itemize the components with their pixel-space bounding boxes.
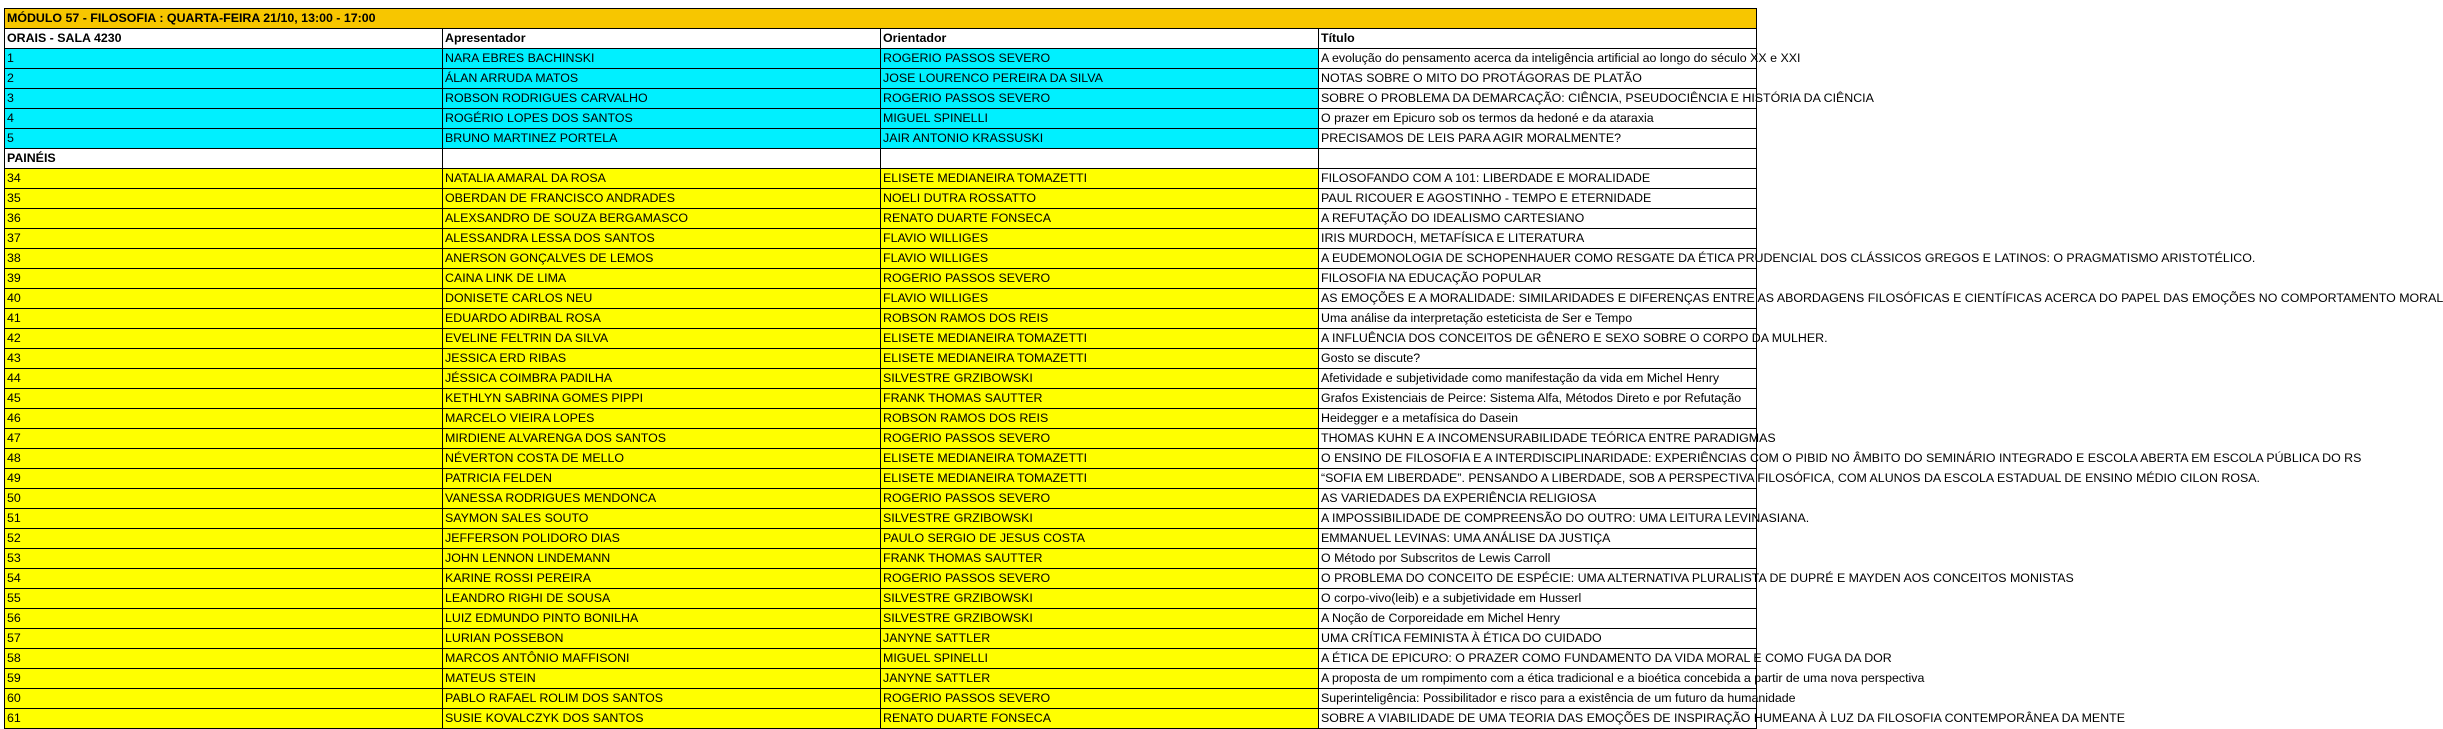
- cell-presenter[interactable]: ALESSANDRA LESSA DOS SANTOS: [443, 229, 881, 249]
- cell-advisor[interactable]: ROGERIO PASSOS SEVERO: [881, 489, 1319, 509]
- module-title-row: [5, 9, 1757, 29]
- table-row: [5, 589, 1757, 609]
- table-row: [5, 449, 1757, 469]
- cell-presenter[interactable]: PABLO RAFAEL ROLIM DOS SANTOS: [443, 689, 881, 709]
- table-row: [5, 209, 1757, 229]
- cell-advisor[interactable]: ELISETE MEDIANEIRA TOMAZETTI: [881, 329, 1319, 349]
- cell-title[interactable]: O PROBLEMA DO CONCEITO DE ESPÉCIE: UMA ALTERNATIVA PLURALISTA DE DUPRÉ E MAYDEN AOS CONCEITOS MONISTAS: [1319, 569, 1757, 589]
- cell-presenter[interactable]: JESSICA ERD RIBAS: [443, 349, 881, 369]
- cell-number[interactable]: 40: [5, 289, 443, 309]
- cell-advisor[interactable]: ROGERIO PASSOS SEVERO: [881, 429, 1319, 449]
- cell-presenter[interactable]: NARA EBRES BACHINSKI: [443, 49, 881, 69]
- cell-advisor[interactable]: ROBSON RAMOS DOS REIS: [881, 409, 1319, 429]
- cell-number[interactable]: 39: [5, 269, 443, 289]
- table-row: [5, 669, 1757, 689]
- cell-presenter[interactable]: SUSIE KOVALCZYK DOS SANTOS: [443, 709, 881, 729]
- table-row: [5, 409, 1757, 429]
- cell-presenter[interactable]: MARCELO VIEIRA LOPES: [443, 409, 881, 429]
- table-row: [5, 109, 1757, 129]
- cell-number[interactable]: 55: [5, 589, 443, 609]
- cell-title[interactable]: AS VARIEDADES DA EXPERIÊNCIA RELIGIOSA: [1319, 489, 1757, 509]
- cell-number[interactable]: 53: [5, 549, 443, 569]
- cell-number[interactable]: 52: [5, 529, 443, 549]
- cell-advisor[interactable]: FLAVIO WILLIGES: [881, 249, 1319, 269]
- cell-title[interactable]: FILOSOFANDO COM A 101: LIBERDADE E MORALIDADE: [1319, 169, 1757, 189]
- cell-number[interactable]: 46: [5, 409, 443, 429]
- cell-advisor[interactable]: JOSE LOURENCO PEREIRA DA SILVA: [881, 69, 1319, 89]
- header-row: [5, 29, 1757, 49]
- cell-advisor[interactable]: ROGERIO PASSOS SEVERO: [881, 49, 1319, 69]
- cell-title[interactable]: O corpo-vivo(leib) e a subjetividade em Husserl: [1319, 589, 1757, 609]
- cell-presenter[interactable]: MARCOS ANTÔNIO MAFFISONI: [443, 649, 881, 669]
- cell-presenter[interactable]: ROGÉRIO LOPES DOS SANTOS: [443, 109, 881, 129]
- table-row: [5, 629, 1757, 649]
- cell-advisor[interactable]: ELISETE MEDIANEIRA TOMAZETTI: [881, 169, 1319, 189]
- table-row: [5, 509, 1757, 529]
- cell-number[interactable]: 49: [5, 469, 443, 489]
- cell-number[interactable]: 5: [5, 129, 443, 149]
- cell-title[interactable]: Superinteligência: Possibilitador e risco para a existência de um futuro da humanidade: [1319, 689, 1757, 709]
- cell-title[interactable]: IRIS MURDOCH, METAFÍSICA E LITERATURA: [1319, 229, 1757, 249]
- cell-number[interactable]: 4: [5, 109, 443, 129]
- cell-advisor[interactable]: ROBSON RAMOS DOS REIS: [881, 309, 1319, 329]
- cell-number[interactable]: 44: [5, 369, 443, 389]
- table-row: [5, 189, 1757, 209]
- header-title[interactable]: Título: [1319, 29, 1757, 49]
- cell-title[interactable]: O Método por Subscritos de Lewis Carroll: [1319, 549, 1757, 569]
- cell-number[interactable]: 50: [5, 489, 443, 509]
- cell-presenter[interactable]: JOHN LENNON LINDEMANN: [443, 549, 881, 569]
- cell-title[interactable]: THOMAS KUHN E A INCOMENSURABILIDADE TEÓRICA ENTRE PARADIGMAS: [1319, 429, 1757, 449]
- schedule-table-body: [5, 9, 2443, 729]
- cell-number[interactable]: 56: [5, 609, 443, 629]
- table-row: [5, 689, 1757, 709]
- cell-advisor[interactable]: ELISETE MEDIANEIRA TOMAZETTI: [881, 349, 1319, 369]
- cell-advisor[interactable]: ROGERIO PASSOS SEVERO: [881, 89, 1319, 109]
- cell-presenter[interactable]: NÉVERTON COSTA DE MELLO: [443, 449, 881, 469]
- schedule-sheet: [4, 8, 2443, 729]
- cell-presenter[interactable]: EDUARDO ADIRBAL ROSA: [443, 309, 881, 329]
- cell-number[interactable]: 38: [5, 249, 443, 269]
- cell-title[interactable]: SOBRE A VIABILIDADE DE UMA TEORIA DAS EMOÇÕES DE INSPIRAÇÃO HUMEANA À LUZ DA FILOSOFIA CONTEMPORÂNEA DA MENTE: [1319, 709, 1757, 729]
- cell-advisor[interactable]: JANYNE SATTLER: [881, 669, 1319, 689]
- table-row: [5, 229, 1757, 249]
- table-row: [5, 529, 1757, 549]
- cell-title[interactable]: EMMANUEL LEVINAS: UMA ANÁLISE DA JUSTIÇA: [1319, 529, 1757, 549]
- cell-presenter[interactable]: JEFFERSON POLIDORO DIAS: [443, 529, 881, 549]
- table-row: [5, 289, 1757, 309]
- cell-title[interactable]: A evolução do pensamento acerca da inteligência artificial ao longo do século XX e XXI: [1319, 49, 1757, 69]
- cell-number[interactable]: 57: [5, 629, 443, 649]
- empty-cell[interactable]: [881, 149, 1319, 169]
- cell-presenter[interactable]: LEANDRO RIGHI DE SOUSA: [443, 589, 881, 609]
- cell-advisor[interactable]: NOELI DUTRA ROSSATTO: [881, 189, 1319, 209]
- cell-presenter[interactable]: ANERSON GONÇALVES DE LEMOS: [443, 249, 881, 269]
- cell-presenter[interactable]: PATRICIA FELDEN: [443, 469, 881, 489]
- cell-advisor[interactable]: ELISETE MEDIANEIRA TOMAZETTI: [881, 449, 1319, 469]
- cell-number[interactable]: 43: [5, 349, 443, 369]
- table-row: [5, 389, 1757, 409]
- cell-title[interactable]: Uma análise da interpretação esteticista de Ser e Tempo: [1319, 309, 1757, 329]
- cell-presenter[interactable]: LURIAN POSSEBON: [443, 629, 881, 649]
- cell-presenter[interactable]: BRUNO MARTINEZ PORTELA: [443, 129, 881, 149]
- cell-advisor[interactable]: ROGERIO PASSOS SEVERO: [881, 689, 1319, 709]
- cell-title[interactable]: NOTAS SOBRE O MITO DO PROTÁGORAS DE PLATÃO: [1319, 69, 1757, 89]
- cell-number[interactable]: 48: [5, 449, 443, 469]
- table-row: [5, 49, 1757, 69]
- table-row: [5, 329, 1757, 349]
- table-row: [5, 89, 1757, 109]
- header-presenter[interactable]: Apresentador: [443, 29, 881, 49]
- cell-presenter[interactable]: EVELINE FELTRIN DA SILVA: [443, 329, 881, 349]
- cell-title[interactable]: PAUL RICOUER E AGOSTINHO - TEMPO E ETERNIDADE: [1319, 189, 1757, 209]
- cell-number[interactable]: 2: [5, 69, 443, 89]
- table-row: [5, 549, 1757, 569]
- cell-presenter[interactable]: MIRDIENE ALVARENGA DOS SANTOS: [443, 429, 881, 449]
- cell-presenter[interactable]: OBERDAN DE FRANCISCO ANDRADES: [443, 189, 881, 209]
- cell-presenter[interactable]: JÉSSICA COIMBRA PADILHA: [443, 369, 881, 389]
- module-title-cell[interactable]: MÓDULO 57 - FILOSOFIA : QUARTA-FEIRA 21/10, 13:00 - 17:00: [5, 9, 1757, 29]
- table-row: [5, 429, 1757, 449]
- cell-presenter[interactable]: ALEXSANDRO DE SOUZA BERGAMASCO: [443, 209, 881, 229]
- table-row: [5, 169, 1757, 189]
- cell-title[interactable]: SOBRE O PROBLEMA DA DEMARCAÇÃO: CIÊNCIA, PSEUDOCIÊNCIA E HISTÓRIA DA CIÊNCIA: [1319, 89, 1757, 109]
- cell-title[interactable]: PRECISAMOS DE LEIS PARA AGIR MORALMENTE?: [1319, 129, 1757, 149]
- paineis-section-row: [5, 149, 1757, 169]
- cell-presenter[interactable]: NATALIA AMARAL DA ROSA: [443, 169, 881, 189]
- table-row: [5, 369, 1757, 389]
- cell-presenter[interactable]: ÁLAN ARRUDA MATOS: [443, 69, 881, 89]
- table-row: [5, 129, 1757, 149]
- table-row: [5, 349, 1757, 369]
- cell-number[interactable]: 41: [5, 309, 443, 329]
- cell-advisor[interactable]: SILVESTRE GRZIBOWSKI: [881, 589, 1319, 609]
- cell-number[interactable]: 45: [5, 389, 443, 409]
- empty-cell[interactable]: [1319, 149, 1757, 169]
- cell-advisor[interactable]: PAULO SERGIO DE JESUS COSTA: [881, 529, 1319, 549]
- cell-number[interactable]: 35: [5, 189, 443, 209]
- cell-advisor[interactable]: FRANK THOMAS SAUTTER: [881, 549, 1319, 569]
- cell-title[interactable]: “SOFIA EM LIBERDADE”. PENSANDO A LIBERDADE, SOB A PERSPECTIVA FILOSÓFICA, COM ALUNOS DA ESCOLA ESTADUAL DE ENSINO MÉDIO CILON ROSA.: [1319, 469, 1757, 489]
- table-row: [5, 309, 1757, 329]
- table-row: [5, 69, 1757, 89]
- cell-title[interactable]: A Noção de Corporeidade em Michel Henry: [1319, 609, 1757, 629]
- cell-title[interactable]: O prazer em Epicuro sob os termos da hedoné e da ataraxia: [1319, 109, 1757, 129]
- cell-title[interactable]: Afetividade e subjetividade como manifestação da vida em Michel Henry: [1319, 369, 1757, 389]
- cell-advisor[interactable]: FLAVIO WILLIGES: [881, 229, 1319, 249]
- cell-title[interactable]: Heidegger e a metafísica do Dasein: [1319, 409, 1757, 429]
- cell-advisor[interactable]: FRANK THOMAS SAUTTER: [881, 389, 1319, 409]
- table-row: [5, 709, 1757, 729]
- cell-advisor[interactable]: ELISETE MEDIANEIRA TOMAZETTI: [881, 469, 1319, 489]
- cell-presenter[interactable]: DONISETE CARLOS NEU: [443, 289, 881, 309]
- cell-title[interactable]: A proposta de um rompimento com a ética tradicional e a bioética concebida a partir de uma nova perspectiva: [1319, 669, 1757, 689]
- cell-presenter[interactable]: SAYMON SALES SOUTO: [443, 509, 881, 529]
- cell-number[interactable]: 42: [5, 329, 443, 349]
- cell-title[interactable]: FILOSOFIA NA EDUCAÇÃO POPULAR: [1319, 269, 1757, 289]
- cell-title[interactable]: A REFUTAÇÃO DO IDEALISMO CARTESIANO: [1319, 209, 1757, 229]
- cell-title[interactable]: Grafos Existenciais de Peirce: Sistema Alfa, Métodos Direto e por Refutação: [1319, 389, 1757, 409]
- cell-presenter[interactable]: VANESSA RODRIGUES MENDONCA: [443, 489, 881, 509]
- cell-title[interactable]: O ENSINO DE FILOSOFIA E A INTERDISCIPLINARIDADE: EXPERIÊNCIAS COM O PIBID NO ÂMBITO DO SEMINÁRIO INTEGRADO E ESCOLA ABERTA EM ESCOLA PÚBLICA DO RS: [1319, 449, 1757, 469]
- cell-advisor[interactable]: JANYNE SATTLER: [881, 629, 1319, 649]
- cell-number[interactable]: 37: [5, 229, 443, 249]
- cell-title[interactable]: UMA CRÍTICA FEMINISTA À ÉTICA DO CUIDADO: [1319, 629, 1757, 649]
- cell-number[interactable]: 47: [5, 429, 443, 449]
- cell-presenter[interactable]: LUIZ EDMUNDO PINTO BONILHA: [443, 609, 881, 629]
- cell-presenter[interactable]: CAINA LINK DE LIMA: [443, 269, 881, 289]
- schedule-table: [4, 8, 2443, 729]
- table-row: [5, 269, 1757, 289]
- cell-number[interactable]: 61: [5, 709, 443, 729]
- paineis-label[interactable]: PAINÉIS: [5, 149, 443, 169]
- cell-title[interactable]: A INFLUÊNCIA DOS CONCEITOS DE GÊNERO E SEXO SOBRE O CORPO DA MULHER.: [1319, 329, 1757, 349]
- cell-advisor[interactable]: MIGUEL SPINELLI: [881, 649, 1319, 669]
- cell-presenter[interactable]: MATEUS STEIN: [443, 669, 881, 689]
- cell-title[interactable]: A IMPOSSIBILIDADE DE COMPREENSÃO DO OUTRO: UMA LEITURA LEVINASIANA.: [1319, 509, 1757, 529]
- cell-number[interactable]: 34: [5, 169, 443, 189]
- cell-advisor[interactable]: MIGUEL SPINELLI: [881, 109, 1319, 129]
- cell-advisor[interactable]: RENATO DUARTE FONSECA: [881, 709, 1319, 729]
- header-room[interactable]: ORAIS - SALA 4230: [5, 29, 443, 49]
- cell-title[interactable]: Gosto se discute?: [1319, 349, 1757, 369]
- cell-advisor[interactable]: SILVESTRE GRZIBOWSKI: [881, 609, 1319, 629]
- cell-advisor[interactable]: ROGERIO PASSOS SEVERO: [881, 269, 1319, 289]
- cell-presenter[interactable]: KETHLYN SABRINA GOMES PIPPI: [443, 389, 881, 409]
- cell-number[interactable]: 3: [5, 89, 443, 109]
- cell-advisor[interactable]: SILVESTRE GRZIBOWSKI: [881, 369, 1319, 389]
- table-row: [5, 249, 1757, 269]
- cell-advisor[interactable]: ROGERIO PASSOS SEVERO: [881, 569, 1319, 589]
- cell-presenter[interactable]: KARINE ROSSI PEREIRA: [443, 569, 881, 589]
- cell-title[interactable]: AS EMOÇÕES E A MORALIDADE: SIMILARIDADES E DIFERENÇAS ENTRE AS ABORDAGENS FILOSÓFICAS E CIENTÍFICAS ACERCA DO PAPEL DAS EMOÇÕES NO COMPORTAMENTO MORAL: [1319, 289, 1757, 309]
- cell-number[interactable]: 1: [5, 49, 443, 69]
- cell-presenter[interactable]: ROBSON RODRIGUES CARVALHO: [443, 89, 881, 109]
- cell-number[interactable]: 58: [5, 649, 443, 669]
- table-row: [5, 649, 1757, 669]
- cell-number[interactable]: 36: [5, 209, 443, 229]
- cell-advisor[interactable]: RENATO DUARTE FONSECA: [881, 209, 1319, 229]
- cell-advisor[interactable]: JAIR ANTONIO KRASSUSKI: [881, 129, 1319, 149]
- cell-title[interactable]: A ÉTICA DE EPICURO: O PRAZER COMO FUNDAMENTO DA VIDA MORAL E COMO FUGA DA DOR: [1319, 649, 1757, 669]
- cell-number[interactable]: 59: [5, 669, 443, 689]
- empty-cell[interactable]: [443, 149, 881, 169]
- cell-title[interactable]: A EUDEMONOLOGIA DE SCHOPENHAUER COMO RESGATE DA ÉTICA PRUDENCIAL DOS CLÁSSICOS GREGOS E LATINOS: O PRAGMATISMO ARISTOTÉLICO.: [1319, 249, 1757, 269]
- table-row: [5, 489, 1757, 509]
- cell-advisor[interactable]: FLAVIO WILLIGES: [881, 289, 1319, 309]
- table-row: [5, 609, 1757, 629]
- cell-advisor[interactable]: SILVESTRE GRZIBOWSKI: [881, 509, 1319, 529]
- table-row: [5, 569, 1757, 589]
- header-advisor[interactable]: Orientador: [881, 29, 1319, 49]
- cell-number[interactable]: 51: [5, 509, 443, 529]
- table-row: [5, 469, 1757, 489]
- cell-number[interactable]: 60: [5, 689, 443, 709]
- cell-number[interactable]: 54: [5, 569, 443, 589]
